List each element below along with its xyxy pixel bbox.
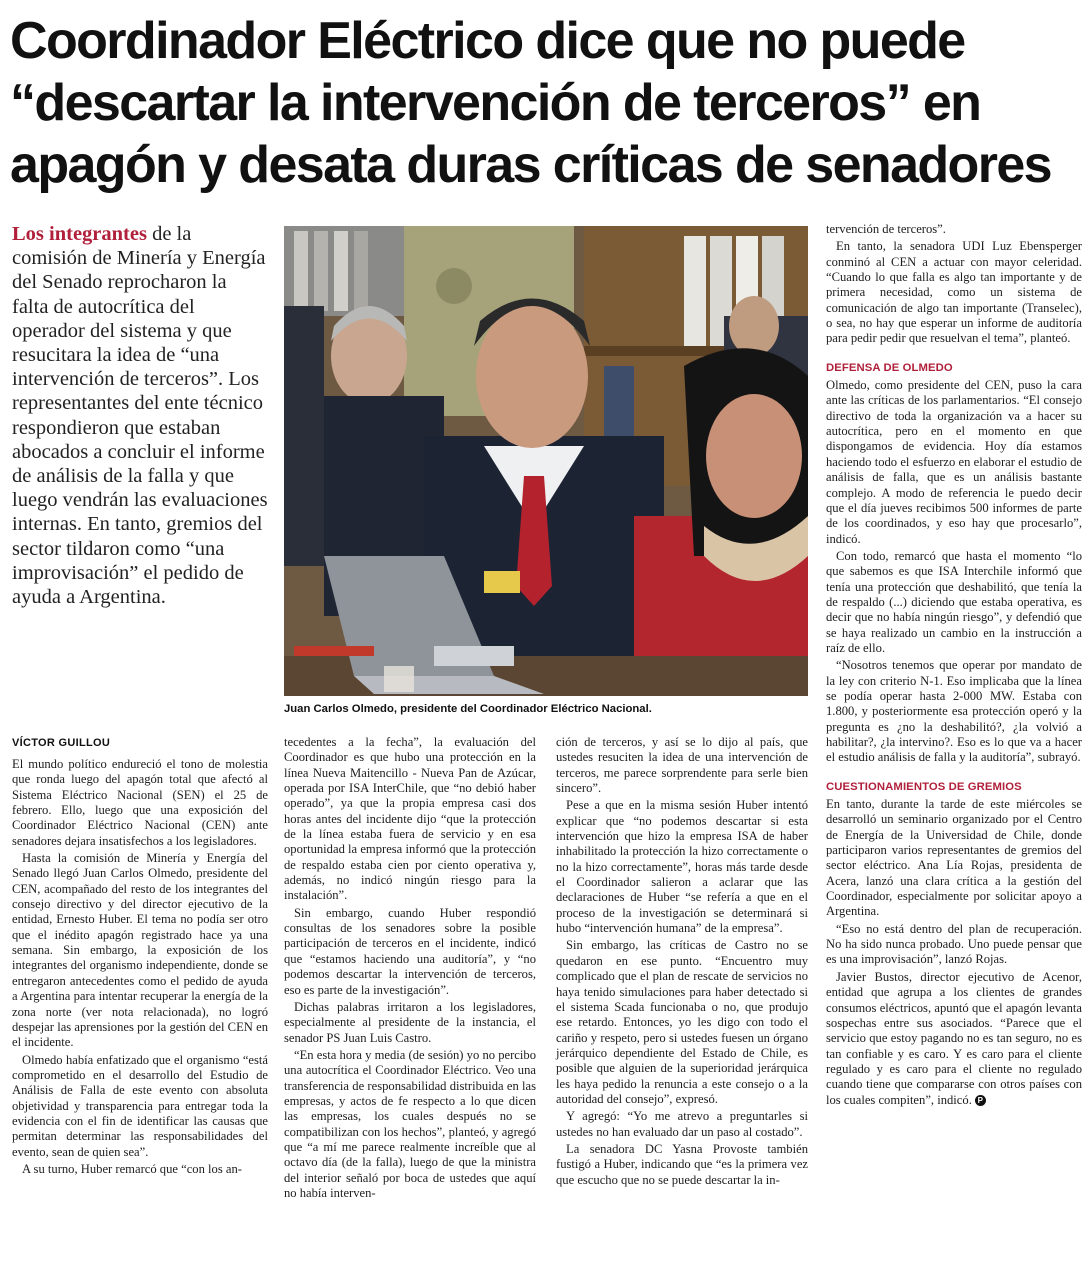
body-column-1: [12, 757, 268, 1179]
body-paragraph: A su turno, Huber remarcó que “con los an-: [22, 1161, 242, 1176]
body-column-3: [556, 735, 808, 1190]
body-paragraph: El mundo político endureció el tono de molestia que ronda luego del apagón total que afectó al Sistema Eléctrico Nacional (SEN) el 25 de febrero. Ello, luego que una exposición del Coordinador Eléctrico Nacional (CEN) ante senadores dejara insatisfechos a los legisladores.: [12, 757, 268, 848]
body-paragraph: ción de terceros, y así se lo dijo al país, que ustedes resuciten la idea de una intervención de terceros, me parece sorprendente para serle bien sincero”.: [556, 735, 808, 796]
body-paragraph: Dichas palabras irritaron a los legisladores, especialmente al presidente de la instancia, el senador PS Juan Luis Castro.: [284, 999, 536, 1045]
body-paragraph: “En esta hora y media (de sesión) yo no percibo una autocrítica el Coordinador Eléctrico. Veo una transferencia de responsabilidad distribuida en las empresas, y actos de fe respecto a lo que dicen las empresas, los cuales después no se compatibilizan con los hechos”, planteó, y agregó que “a mí me parece realmente increíble que al octavo día (de la falla), luego de que la ministra del interior señaló por boca de ustedes que aquí no había interven-: [284, 1047, 536, 1200]
photo-caption: Juan Carlos Olmedo, presidente del Coordinador Eléctrico Nacional.: [284, 703, 652, 715]
lead-kicker: Los integrantes: [12, 223, 147, 245]
body-paragraph: tervención de terceros”.: [826, 222, 946, 236]
body-paragraph: En tanto, durante la tarde de este miércoles se desarrolló un seminario organizado por el Centro de Energía de la Universidad de Chile, donde participaron varios representantes de gremios del sector eléctrico. Ana Lía Rojas, presidenta de Acera, lanzó una clara crítica a la gestión del Coordinador, especialmente por solicitar apoyo a Argentina.: [826, 797, 1082, 919]
body-paragraph: Olmedo había enfatizado que el organismo “está comprometido en el desarrollo del Estudio de Análisis de Falla de este evento con absoluta objetividad y transparencia para entregar toda la evidencia con el fin de identificar las causas que permitan determinar las responsabilidades del evento, sean de quien sea”.: [12, 1052, 268, 1159]
body-paragraph: Hasta la comisión de Minería y Energía del Senado llegó Juan Carlos Olmedo, presidente del CEN, acompañado del resto de los integrantes del consejo directivo y del director ejecutivo de la entidad, Ernesto Huber. El tema no podía ser otro que el inédito apagón registrado hace ya una semana. Sin embargo, la exposición de los integrantes del organismo independiente, donde se entregaron antecedentes como el pedido de ayuda a Argentina para intentar recuperar la energía de la zona norte (ver nota relacionada), no logró despejar las aprensiones por la gestión del CEN en el incidente.: [12, 851, 268, 1050]
body-paragraph: Y agregó: “Yo me atrevo a preguntarles si ustedes no han evaluado dar un paso al costado”.: [556, 1109, 808, 1139]
body-column-2: [284, 735, 536, 1203]
body-column-4: [826, 222, 1082, 1110]
lead-paragraph: [12, 222, 268, 609]
section-heading-defensa: DEFENSA DE OLMEDO: [826, 361, 953, 374]
body-paragraph: Con todo, remarcó que hasta el momento “lo que sabemos es que ISA Interchile informó que tenía una protección que deshabilitó, que tenía la de respaldo (...) diciendo que estaba operativa, es decir que no había ningún riesgo”, y defendió que se haya realizado un cambio en la instrucción a raíz de ello.: [826, 548, 1082, 655]
body-paragraph: La senadora DC Yasna Provoste también fustigó a Huber, indicando que “es la primera vez que escucho que no se puede descartar la in-: [556, 1141, 808, 1187]
body-paragraph: Sin embargo, las críticas de Castro no se quedaron en ese punto. “Encuentro muy complicado que el plan de rescate de servicios no haya tenido simulaciones para haber detectado si el sistema Scada funcionaba o no, que produjo ese retardo. Entonces, yo les digo con todo el cariño y respeto, pero si ustedes fuesen un órgano jerárquico dependiente del Estado de Chile, es posible que alguien de la superioridad jerárquica les haya pedido la renuncia a este consejo o a la autoridad del consejo”, expresó.: [556, 938, 808, 1106]
body-paragraph: Pese a que en la misma sesión Huber intentó explicar que “no podemos descartar si esta intervención que hizo la empresa ISA de haber inhabilitado la protección la hizo correctamente o no la hizo correctamente”, horas más tarde desde el Coordinador salieron a aclarar que las declaraciones de Huber “se refería a que en el proceso de la investigación se determinará si hubo “intervención humana” de la empresa”.: [556, 798, 808, 936]
body-paragraph: Sin embargo, cuando Huber respondió consultas de los senadores sobre la posible participación de terceros en el incidente, indicó que “estamos haciendo una auditoría”, y “no podemos descartar la intervención de terceros, eso es parte de la investigación”.: [284, 905, 536, 997]
body-paragraph: Olmedo, como presidente del CEN, puso la cara ante las críticas de los parlamentarios. “El consejo directivo de toda la organización va a hacer su autocrítica, pero en el momento en que dispongamos de evidencia. Hoy día estamos haciendo todo el esfuerzo en elaborar el estudio de análisis de falla, que es un análisis bastante complejo. A modo de referencia le puedo decir que el día jueves recibimos 500 informes de parte de los coordinados, y eso hay que procesarlo”, indicó.: [826, 378, 1082, 546]
section-heading-gremios: CUESTIONAMIENTOS DE GREMIOS: [826, 780, 1022, 793]
byline: VÍCTOR GUILLOU: [12, 737, 111, 749]
body-paragraph: “Nosotros tenemos que operar por mandato de la ley con criterio N-1. Eso implicaba que la línea se podía operar hasta 2-000 MW. Estaba con 1.800, y posteriormente esa protección operó y la pregunta es ¿no la deshabilitó?, ¿la volvió a habilitar?, ¿la intervino?. Eso es lo que va a hacer el estudio análisis de falla y la auditoría”, subrayó.: [826, 658, 1082, 765]
article-photo: [284, 226, 808, 696]
body-paragraph: tecedentes a la fecha”, la evaluación del Coordinador es que hubo una protección en la línea Nueva Maitencillo - Nueva Pan de Azúcar, operada por ISA InterChile, que “no debió haber operado”, ya que la propia empresa casi dos horas antes del incidente dijo “que la protección de la línea estaba fuera de servicio y en esa oportunidad la empresa informó que la protección de respaldo estaba cien por ciento operativa y, además, no indicó ningún riesgo para la instalación”.: [284, 735, 536, 903]
end-of-article-icon: P: [975, 1095, 986, 1106]
lead-text: de la comisión de Minería y Energía del Senado reprocharon la falta de autocrítica del operador del sistema y que resucitara la idea de “una intervención de terceros”. Los representantes del ente técnico respondieron que estaban abocados a concluir el informe de análisis de la falla y que luego vendrán las evaluaciones internas. En tanto, gremios del sector tildaron como “una improvisación” el pedido de ayuda a Argentina.: [12, 223, 268, 609]
body-paragraph: En tanto, la senadora UDI Luz Ebensperger conminó al CEN a actuar con mayor celeridad. “Cuando lo que falla es algo tan importante y de primera necesidad, como un sistema de comunicación de algo tan importante (Transelec), o sea, no hay que esperar un informe de auditoría para pedir pedir que resuelvan el tema”, planteó.: [826, 239, 1082, 346]
body-paragraph-text: Javier Bustos, director ejecutivo de Acenor, entidad que agrupa a los clientes de grandes consumos eléctricos, apuntó que el apagón levanta sospechas entre sus asociados. “Parece que el servicio que estoy pagando no es tan seguro, no es tan confiable y es caro. Y es caro para el cliente regulado y es caro para el cliente no regulado cuando tiene que compararse con otros países con los cuales compiten”, indicó.: [826, 969, 1082, 1107]
body-paragraph: “Eso no está dentro del plan de recuperación. No ha sido nunca probado. Uno puede pensar que es una improvisación”, lanzó Rojas.: [826, 921, 1082, 967]
body-paragraph: [826, 970, 1082, 1108]
headline: Coordinador Eléctrico dice que no puede “descartar la intervención de terceros” en apagón y desata duras críticas de senadores: [10, 12, 1051, 194]
